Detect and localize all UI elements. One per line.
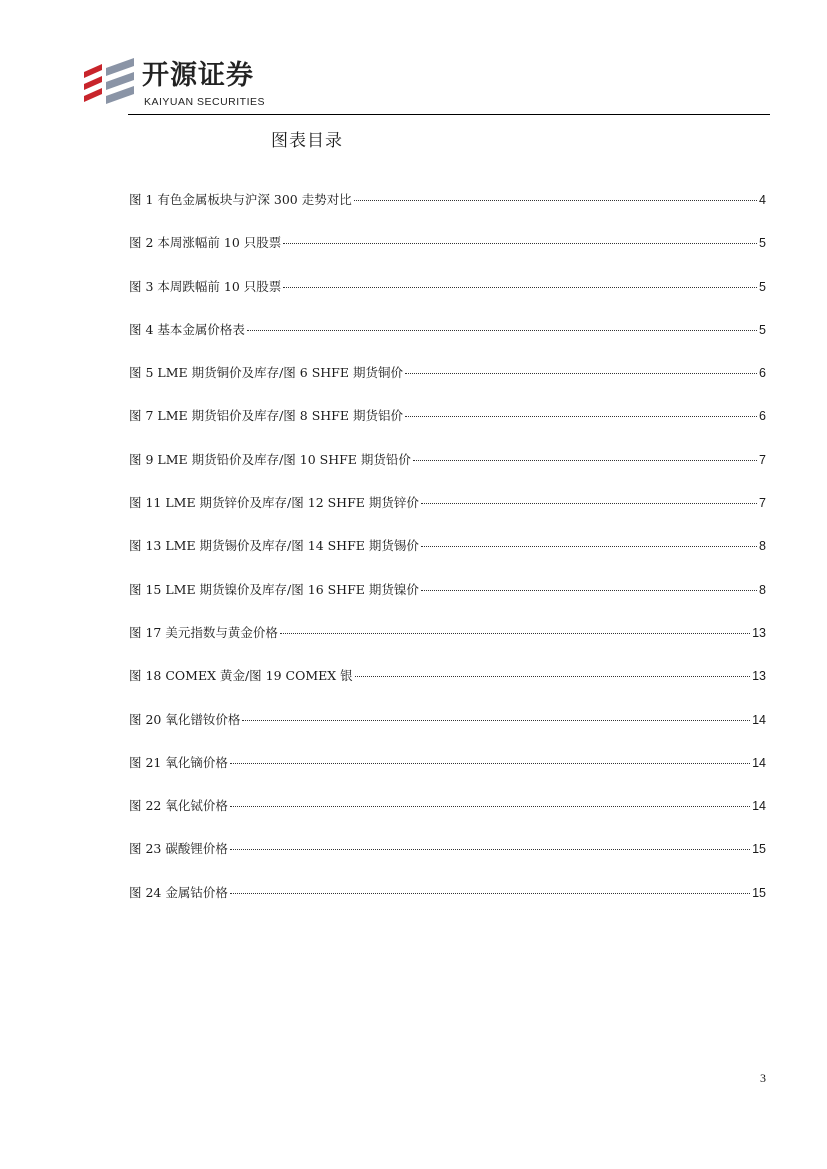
toc-item-label: 图 22 氧化铽价格 xyxy=(129,798,228,814)
page-header xyxy=(80,58,770,118)
toc-item-label: 图 7 LME 期货铝价及库存/图 8 SHFE 期货铝价 xyxy=(129,408,403,424)
company-name-cn: 开源证券 xyxy=(142,60,254,91)
toc-item-page: 14 xyxy=(752,755,766,770)
toc-item-label: 图 4 基本金属价格表 xyxy=(129,321,245,337)
toc-leader-dots xyxy=(242,720,750,721)
toc-item-page: 5 xyxy=(759,322,766,337)
toc-item-label: 图 1 有色金属板块与沪深 300 走势对比 xyxy=(129,192,352,207)
toc-leader-dots xyxy=(405,373,757,374)
toc-leader-dots xyxy=(230,893,750,894)
toc-leader-dots xyxy=(421,546,757,547)
toc-item-label: 图 5 LME 期货铜价及库存/图 6 SHFE 期货铜价 xyxy=(129,365,403,381)
kaiyuan-logo-icon xyxy=(80,58,136,110)
page-number: 3 xyxy=(760,1071,766,1085)
toc-item-page: 14 xyxy=(752,712,766,727)
toc-item-label: 图 2 本周涨幅前 10 只股票 xyxy=(129,235,282,251)
toc-item-page: 14 xyxy=(752,799,766,814)
toc-title: 图表目录 xyxy=(271,131,343,151)
header-divider xyxy=(128,114,770,115)
table-of-figures xyxy=(129,190,766,926)
toc-leader-dots xyxy=(230,763,750,764)
toc-item-label: 图 24 金属钴价格 xyxy=(129,884,228,900)
toc-leader-dots xyxy=(230,806,750,807)
toc-item[interactable] xyxy=(129,839,766,882)
toc-item-label: 图 3 本周跌幅前 10 只股票 xyxy=(129,278,282,294)
toc-leader-dots xyxy=(355,676,750,677)
toc-item[interactable] xyxy=(129,363,766,406)
toc-item[interactable] xyxy=(129,796,766,839)
toc-leader-dots xyxy=(421,503,757,504)
toc-item-label: 图 23 碳酸锂价格 xyxy=(129,841,228,857)
toc-item[interactable] xyxy=(129,406,766,449)
toc-item-page: 7 xyxy=(759,452,766,467)
toc-item[interactable] xyxy=(129,753,766,796)
toc-item-page: 4 xyxy=(759,193,766,207)
toc-item-label: 图 18 COMEX 黄金/图 19 COMEX 银 xyxy=(129,668,353,684)
toc-leader-dots xyxy=(421,590,757,591)
toc-item[interactable] xyxy=(129,320,766,363)
toc-item-label: 图 15 LME 期货镍价及库存/图 16 SHFE 期货镍价 xyxy=(129,581,419,597)
toc-leader-dots xyxy=(230,849,750,850)
company-name-en: KAIYUAN SECURITIES xyxy=(144,96,266,108)
toc-item[interactable] xyxy=(129,536,766,579)
toc-item-page: 13 xyxy=(752,669,766,684)
toc-item[interactable] xyxy=(129,277,766,320)
toc-item[interactable] xyxy=(129,450,766,493)
toc-item[interactable] xyxy=(129,190,766,233)
toc-item-label: 图 9 LME 期货铅价及库存/图 10 SHFE 期货铅价 xyxy=(129,451,411,467)
toc-item-page: 13 xyxy=(752,625,766,640)
toc-item-label: 图 13 LME 期货锡价及库存/图 14 SHFE 期货锡价 xyxy=(129,538,419,554)
toc-item-page: 15 xyxy=(752,842,766,857)
toc-leader-dots xyxy=(280,633,750,634)
toc-item-page: 8 xyxy=(759,539,766,554)
toc-item-label: 图 20 氧化镨钕价格 xyxy=(129,711,241,727)
toc-item[interactable] xyxy=(129,580,766,623)
toc-item-page: 5 xyxy=(759,279,766,294)
toc-item[interactable] xyxy=(129,233,766,276)
toc-leader-dots xyxy=(354,200,757,201)
toc-leader-dots xyxy=(247,330,757,331)
toc-item-page: 5 xyxy=(759,236,766,251)
toc-item-page: 6 xyxy=(759,409,766,424)
toc-item[interactable] xyxy=(129,666,766,709)
toc-item[interactable] xyxy=(129,883,766,926)
toc-item-page: 8 xyxy=(759,582,766,597)
toc-item-label: 图 21 氧化镝价格 xyxy=(129,754,228,770)
toc-item-page: 15 xyxy=(752,885,766,900)
toc-item-label: 图 11 LME 期货锌价及库存/图 12 SHFE 期货锌价 xyxy=(129,495,419,511)
toc-item[interactable] xyxy=(129,623,766,666)
toc-leader-dots xyxy=(283,243,757,244)
toc-leader-dots xyxy=(413,460,757,461)
toc-item[interactable] xyxy=(129,710,766,753)
toc-item[interactable] xyxy=(129,493,766,536)
toc-item-page: 6 xyxy=(759,366,766,381)
toc-item-label: 图 17 美元指数与黄金价格 xyxy=(129,624,278,640)
toc-leader-dots xyxy=(405,416,757,417)
toc-item-page: 7 xyxy=(759,496,766,511)
toc-leader-dots xyxy=(283,287,757,288)
